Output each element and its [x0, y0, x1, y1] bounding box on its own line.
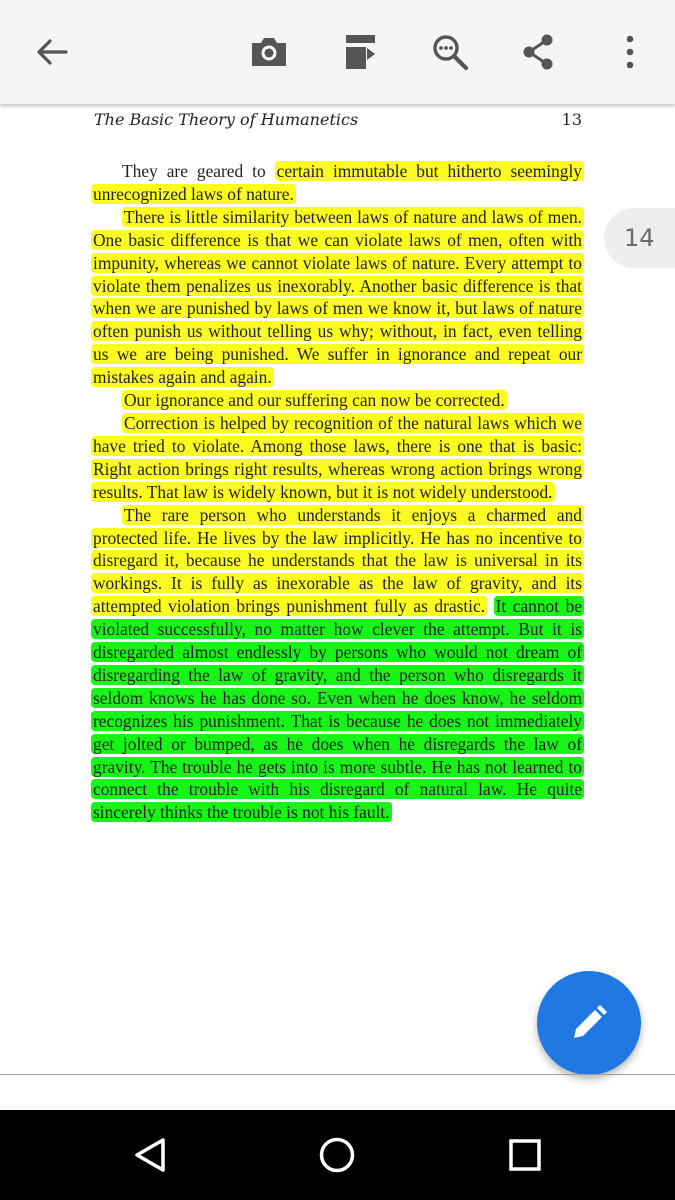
nav-home-icon[interactable] — [318, 1136, 356, 1174]
top-app-bar — [0, 0, 675, 104]
highlight-yellow[interactable]: Our ignorance and our suffering can now be corrected. — [124, 390, 505, 411]
edit-fab-button[interactable] — [537, 971, 641, 1075]
highlight-green[interactable]: It cannot be violated successfully, no matter how clever the attempt. But it is disregarded almost endlessly by persons who would not dream of disregarding the law of gravity, and the person who disregards it seldom knows he has done so. Even when he does know, he seldom recognizes his punishment. That is because he does not immediately get jolted or bumped, as he does when he disregards the law of gravity. The trouble he gets into is more subtle. He has not learned to connect the trouble with his disregard of natural law. He quite sincerely thinks the trouble is not his fault. — [93, 596, 582, 823]
search-icon[interactable] — [430, 32, 470, 72]
page-indicator[interactable]: 14 — [604, 208, 675, 268]
page-layout-icon[interactable] — [341, 32, 381, 72]
arrow-back-icon[interactable] — [32, 32, 72, 72]
paragraph-2 — [91, 206, 584, 389]
paragraph-text: They are geared to — [122, 161, 275, 181]
more-vert-icon[interactable] — [610, 32, 650, 72]
page-body-text — [91, 160, 584, 824]
paragraph-1 — [91, 160, 584, 206]
share-icon[interactable] — [518, 32, 558, 72]
book-title: The Basic Theory of Humanetics — [94, 110, 359, 129]
paragraph-5 — [91, 504, 584, 825]
pencil-edit-icon — [569, 1003, 609, 1043]
paragraph-3 — [91, 389, 584, 412]
camera-icon[interactable] — [249, 32, 289, 72]
running-header — [94, 110, 584, 134]
paragraph-4 — [91, 412, 584, 504]
system-navigation-bar — [0, 1110, 675, 1200]
highlight-yellow[interactable]: There is little similarity between laws of nature and laws of men. One basic difference is that we can violate laws of men, often with impunity, whereas we cannot violate laws of nature. Every attempt to violate them penalizes us inexorably. Another basic difference is that when we are punished by laws of men we know it, but laws of nature often punish us without telling us why; without, in fact, even telling us we are being punished. We suffer in ignorance and repeat our mistakes again and again. — [93, 206, 582, 388]
nav-recents-icon[interactable] — [506, 1136, 544, 1174]
highlight-yellow[interactable]: Correction is helped by recognition of the natural laws which we have tried to violate. Among those laws, there is one that is basic: Right action brings right results, whereas wrong action brings wrong results. That law is widely known, but it is not widely understood. — [93, 412, 582, 502]
bottom-divider — [0, 1074, 675, 1075]
highlight-yellow[interactable]: certain immutable but hitherto seemingly unrecognized laws of nature. — [93, 161, 582, 204]
highlight-yellow[interactable]: The rare person who understands it enjoys a charmed and protected life. He lives by the law implicitly. He has no incentive to disregard it, because he understands that the law is universal in its workings. It is fully as inexorable as the law of gravity, and its attempted violation brings punishment fully as drastic. — [93, 504, 582, 617]
printed-page-number: 13 — [561, 110, 582, 129]
nav-back-icon[interactable] — [131, 1136, 169, 1174]
